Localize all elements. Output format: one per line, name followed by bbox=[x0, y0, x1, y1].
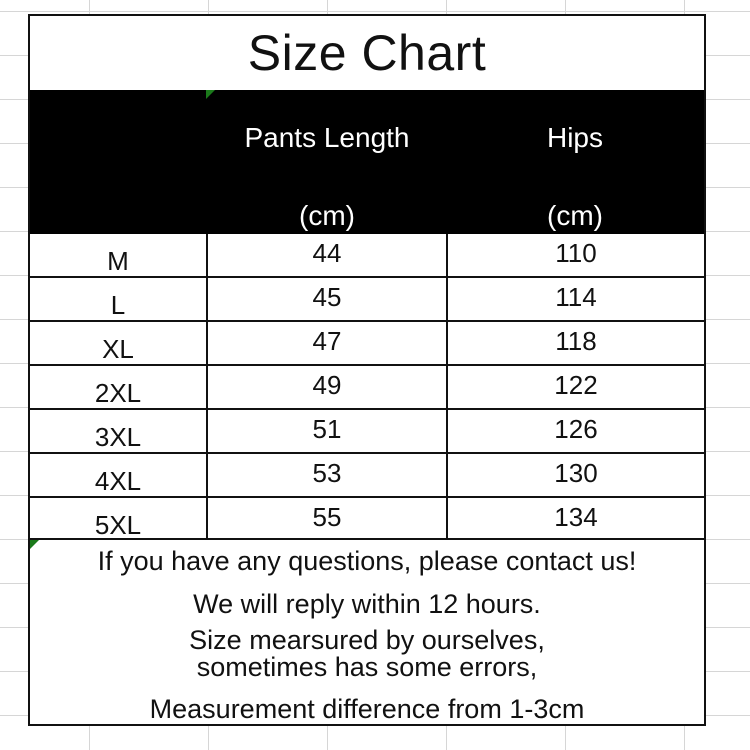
hips-cell: 130 bbox=[554, 458, 598, 488]
size-cell: L bbox=[110, 290, 126, 320]
hips-cell: 126 bbox=[554, 414, 598, 444]
hips-cell: 122 bbox=[554, 370, 598, 400]
table-row bbox=[30, 278, 704, 322]
hips-cell: 118 bbox=[555, 326, 597, 356]
table-row bbox=[30, 454, 704, 498]
hips-cell: 134 bbox=[554, 502, 598, 532]
size-cell: M bbox=[107, 246, 129, 276]
note-measured-by: Size mearsured by ourselves, bbox=[189, 625, 545, 655]
hips-cell: 110 bbox=[555, 238, 597, 268]
header-hips bbox=[446, 90, 704, 234]
hips-cell: 114 bbox=[555, 282, 597, 312]
size-cell: 5XL bbox=[94, 510, 142, 540]
pants-length-cell: 49 bbox=[312, 370, 342, 400]
table-header bbox=[30, 90, 704, 234]
table-row bbox=[30, 234, 704, 278]
table-row bbox=[30, 498, 704, 540]
size-cell: 4XL bbox=[94, 466, 142, 496]
pants-length-cell: 45 bbox=[312, 282, 342, 312]
pants-length-cell: 55 bbox=[312, 502, 342, 532]
note-errors: sometimes has some errors, bbox=[196, 652, 538, 682]
note-contact: If you have any questions, please contact us! bbox=[97, 546, 637, 576]
header-pants-length-label: Pants Length bbox=[244, 122, 410, 153]
note-difference: Measurement difference from 1-3cm bbox=[149, 694, 585, 724]
size-chart bbox=[28, 14, 706, 726]
pants-length-cell: 44 bbox=[312, 238, 342, 268]
pants-length-cell: 51 bbox=[312, 414, 342, 444]
chart-title: Size Chart bbox=[247, 25, 487, 81]
size-cell: XL bbox=[102, 334, 134, 364]
column-divider bbox=[446, 234, 448, 540]
header-hips-label: Hips bbox=[546, 122, 603, 153]
column-divider bbox=[206, 234, 208, 540]
header-hips-unit: (cm) bbox=[547, 200, 603, 231]
size-cell: 2XL bbox=[94, 378, 142, 408]
pants-length-cell: 47 bbox=[312, 326, 342, 356]
pants-length-cell: 53 bbox=[312, 458, 342, 488]
header-pants-length bbox=[208, 90, 446, 234]
table-row bbox=[30, 322, 704, 366]
table-row bbox=[30, 366, 704, 410]
header-pants-length-unit: (cm) bbox=[299, 200, 355, 231]
table-row bbox=[30, 410, 704, 454]
notes-section bbox=[30, 540, 704, 724]
size-cell: 3XL bbox=[94, 422, 142, 452]
note-reply-time: We will reply within 12 hours. bbox=[193, 589, 541, 619]
